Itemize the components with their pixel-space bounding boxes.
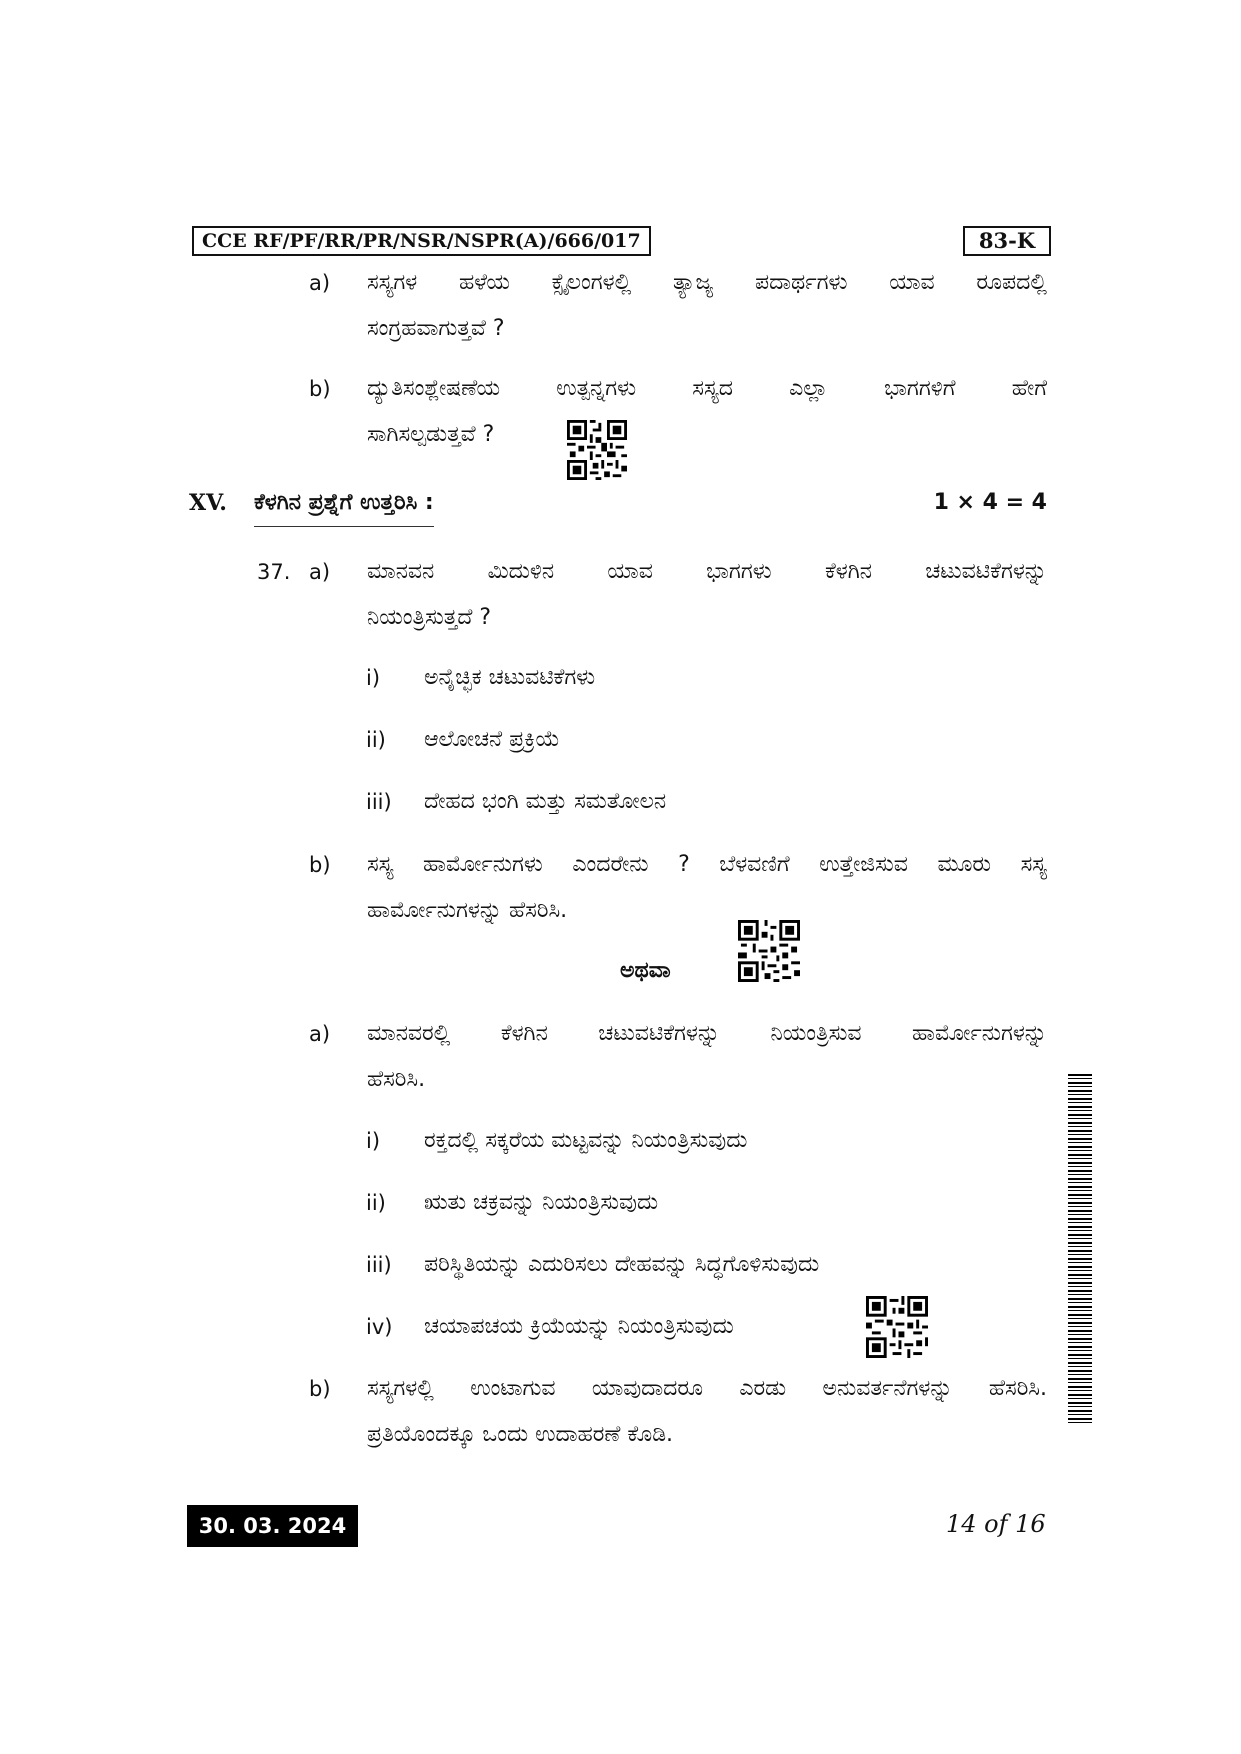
question-paper-code: CCE RF/PF/RR/PR/NSR/NSPR(A)/666/017 bbox=[192, 226, 651, 256]
sub-item-text: ಅನೈಚ್ಛಿಕ ಚಟುವಟಿಕೆಗಳು bbox=[424, 665, 596, 690]
paper-number: 83-K bbox=[963, 226, 1051, 256]
page-number: 14 of 16 bbox=[946, 1510, 1046, 1538]
question-text: ಹಾರ್ಮೋನುಗಳನ್ನು ಹೆಸರಿಸಿ. bbox=[367, 898, 568, 923]
sub-item-text: ಚಯಾಪಚಯ ಕ್ರಿಯೆಯನ್ನು ನಿಯಂತ್ರಿಸುವುದು bbox=[424, 1314, 734, 1339]
exam-date: 30. 03. 2024 bbox=[187, 1505, 358, 1547]
question-text: ಸಸ್ಯಗಳ ಹಳೆಯ ಕ್ಸೈಲಂಗಳಲ್ಲಿ ತ್ಯಾಜ್ಯ ಪದಾರ್ಥಗಳು ಯಾವ ರೂಪದಲ್ಲಿ bbox=[367, 270, 1047, 295]
sub-item-label: iii) bbox=[366, 790, 392, 814]
question-text: ಸಂಗ್ರಹವಾಗುತ್ತವೆ ? bbox=[367, 316, 505, 341]
option-label: b) bbox=[309, 377, 331, 401]
sub-item-label: ii) bbox=[366, 728, 386, 752]
sub-item-label: i) bbox=[366, 666, 381, 690]
qr-code-icon bbox=[567, 420, 627, 480]
option-label: a) bbox=[309, 560, 331, 584]
section-title: ಕೆಳಗಿನ ಪ್ರಶ್ನೆಗೆ ಉತ್ತರಿಸಿ : bbox=[254, 482, 434, 527]
or-separator: ಅಥವಾ bbox=[620, 958, 671, 983]
sub-item-label: ii) bbox=[366, 1191, 386, 1215]
question-text: ಸಾಗಿಸಲ್ಪಡುತ್ತವೆ ? bbox=[367, 422, 495, 447]
qr-code-icon bbox=[866, 1296, 928, 1358]
sub-item-text: ಪರಿಸ್ಥಿತಿಯನ್ನು ಎದುರಿಸಲು ದೇಹವನ್ನು ಸಿದ್ಧಗೊಳಿಸುವುದು bbox=[424, 1252, 820, 1277]
sub-item-label: i) bbox=[366, 1129, 381, 1153]
question-text: ಮಾನವರಲ್ಲಿ ಕೆಳಗಿನ ಚಟುವಟಿಕೆಗಳನ್ನು ನಿಯಂತ್ರಿಸುವ ಹಾರ್ಮೋನುಗಳನ್ನು bbox=[367, 1021, 1047, 1046]
option-label: a) bbox=[309, 1022, 331, 1046]
section-number: XV. bbox=[189, 490, 227, 516]
section-marks: 1 × 4 = 4 bbox=[933, 490, 1047, 515]
sub-item-label: iv) bbox=[366, 1315, 393, 1339]
qr-code-icon bbox=[738, 920, 800, 982]
option-label: b) bbox=[309, 853, 331, 877]
sub-item-label: iii) bbox=[366, 1253, 392, 1277]
sub-item-text: ಋತು ಚಕ್ರವನ್ನು ನಿಯಂತ್ರಿಸುವುದು bbox=[424, 1190, 659, 1215]
sub-item-text: ಆಲೋಚನೆ ಪ್ರಕ್ರಿಯೆ bbox=[424, 727, 560, 752]
question-text: ಪ್ರತಿಯೊಂದಕ್ಕೂ ಒಂದು ಉದಾಹರಣೆ ಕೊಡಿ. bbox=[367, 1422, 674, 1447]
option-label: b) bbox=[309, 1377, 331, 1401]
question-text: ಹೆಸರಿಸಿ. bbox=[367, 1067, 426, 1092]
barcode-icon bbox=[1068, 1074, 1092, 1424]
sub-item-text: ರಕ್ತದಲ್ಲಿ ಸಕ್ಕರೆಯ ಮಟ್ಟವನ್ನು ನಿಯಂತ್ರಿಸುವುದು bbox=[424, 1128, 748, 1153]
question-text: ಸಸ್ಯ ಹಾರ್ಮೋನುಗಳು ಎಂದರೇನು ? ಬೆಳವಣಿಗೆ ಉತ್ತೇಜಿಸುವ ಮೂರು ಸಸ್ಯ bbox=[367, 852, 1047, 877]
question-text: ನಿಯಂತ್ರಿಸುತ್ತದೆ ? bbox=[367, 605, 492, 630]
question-number: 37. bbox=[257, 560, 291, 584]
question-text: ಸಸ್ಯಗಳಲ್ಲಿ ಉಂಟಾಗುವ ಯಾವುದಾದರೂ ಎರಡು ಅನುವರ್ತನೆಗಳನ್ನು ಹೆಸರಿಸಿ. bbox=[367, 1376, 1047, 1401]
option-label: a) bbox=[309, 271, 331, 295]
question-text: ದ್ಯುತಿಸಂಶ್ಲೇಷಣೆಯ ಉತ್ಪನ್ನಗಳು ಸಸ್ಯದ ಎಲ್ಲಾ ಭಾಗಗಳಿಗೆ ಹೇಗೆ bbox=[367, 376, 1047, 401]
question-text: ಮಾನವನ ಮಿದುಳಿನ ಯಾವ ಭಾಗಗಳು ಕೆಳಗಿನ ಚಟುವಟಿಕೆಗಳನ್ನು bbox=[367, 559, 1047, 584]
sub-item-text: ದೇಹದ ಭಂಗಿ ಮತ್ತು ಸಮತೋಲನ bbox=[424, 789, 667, 814]
